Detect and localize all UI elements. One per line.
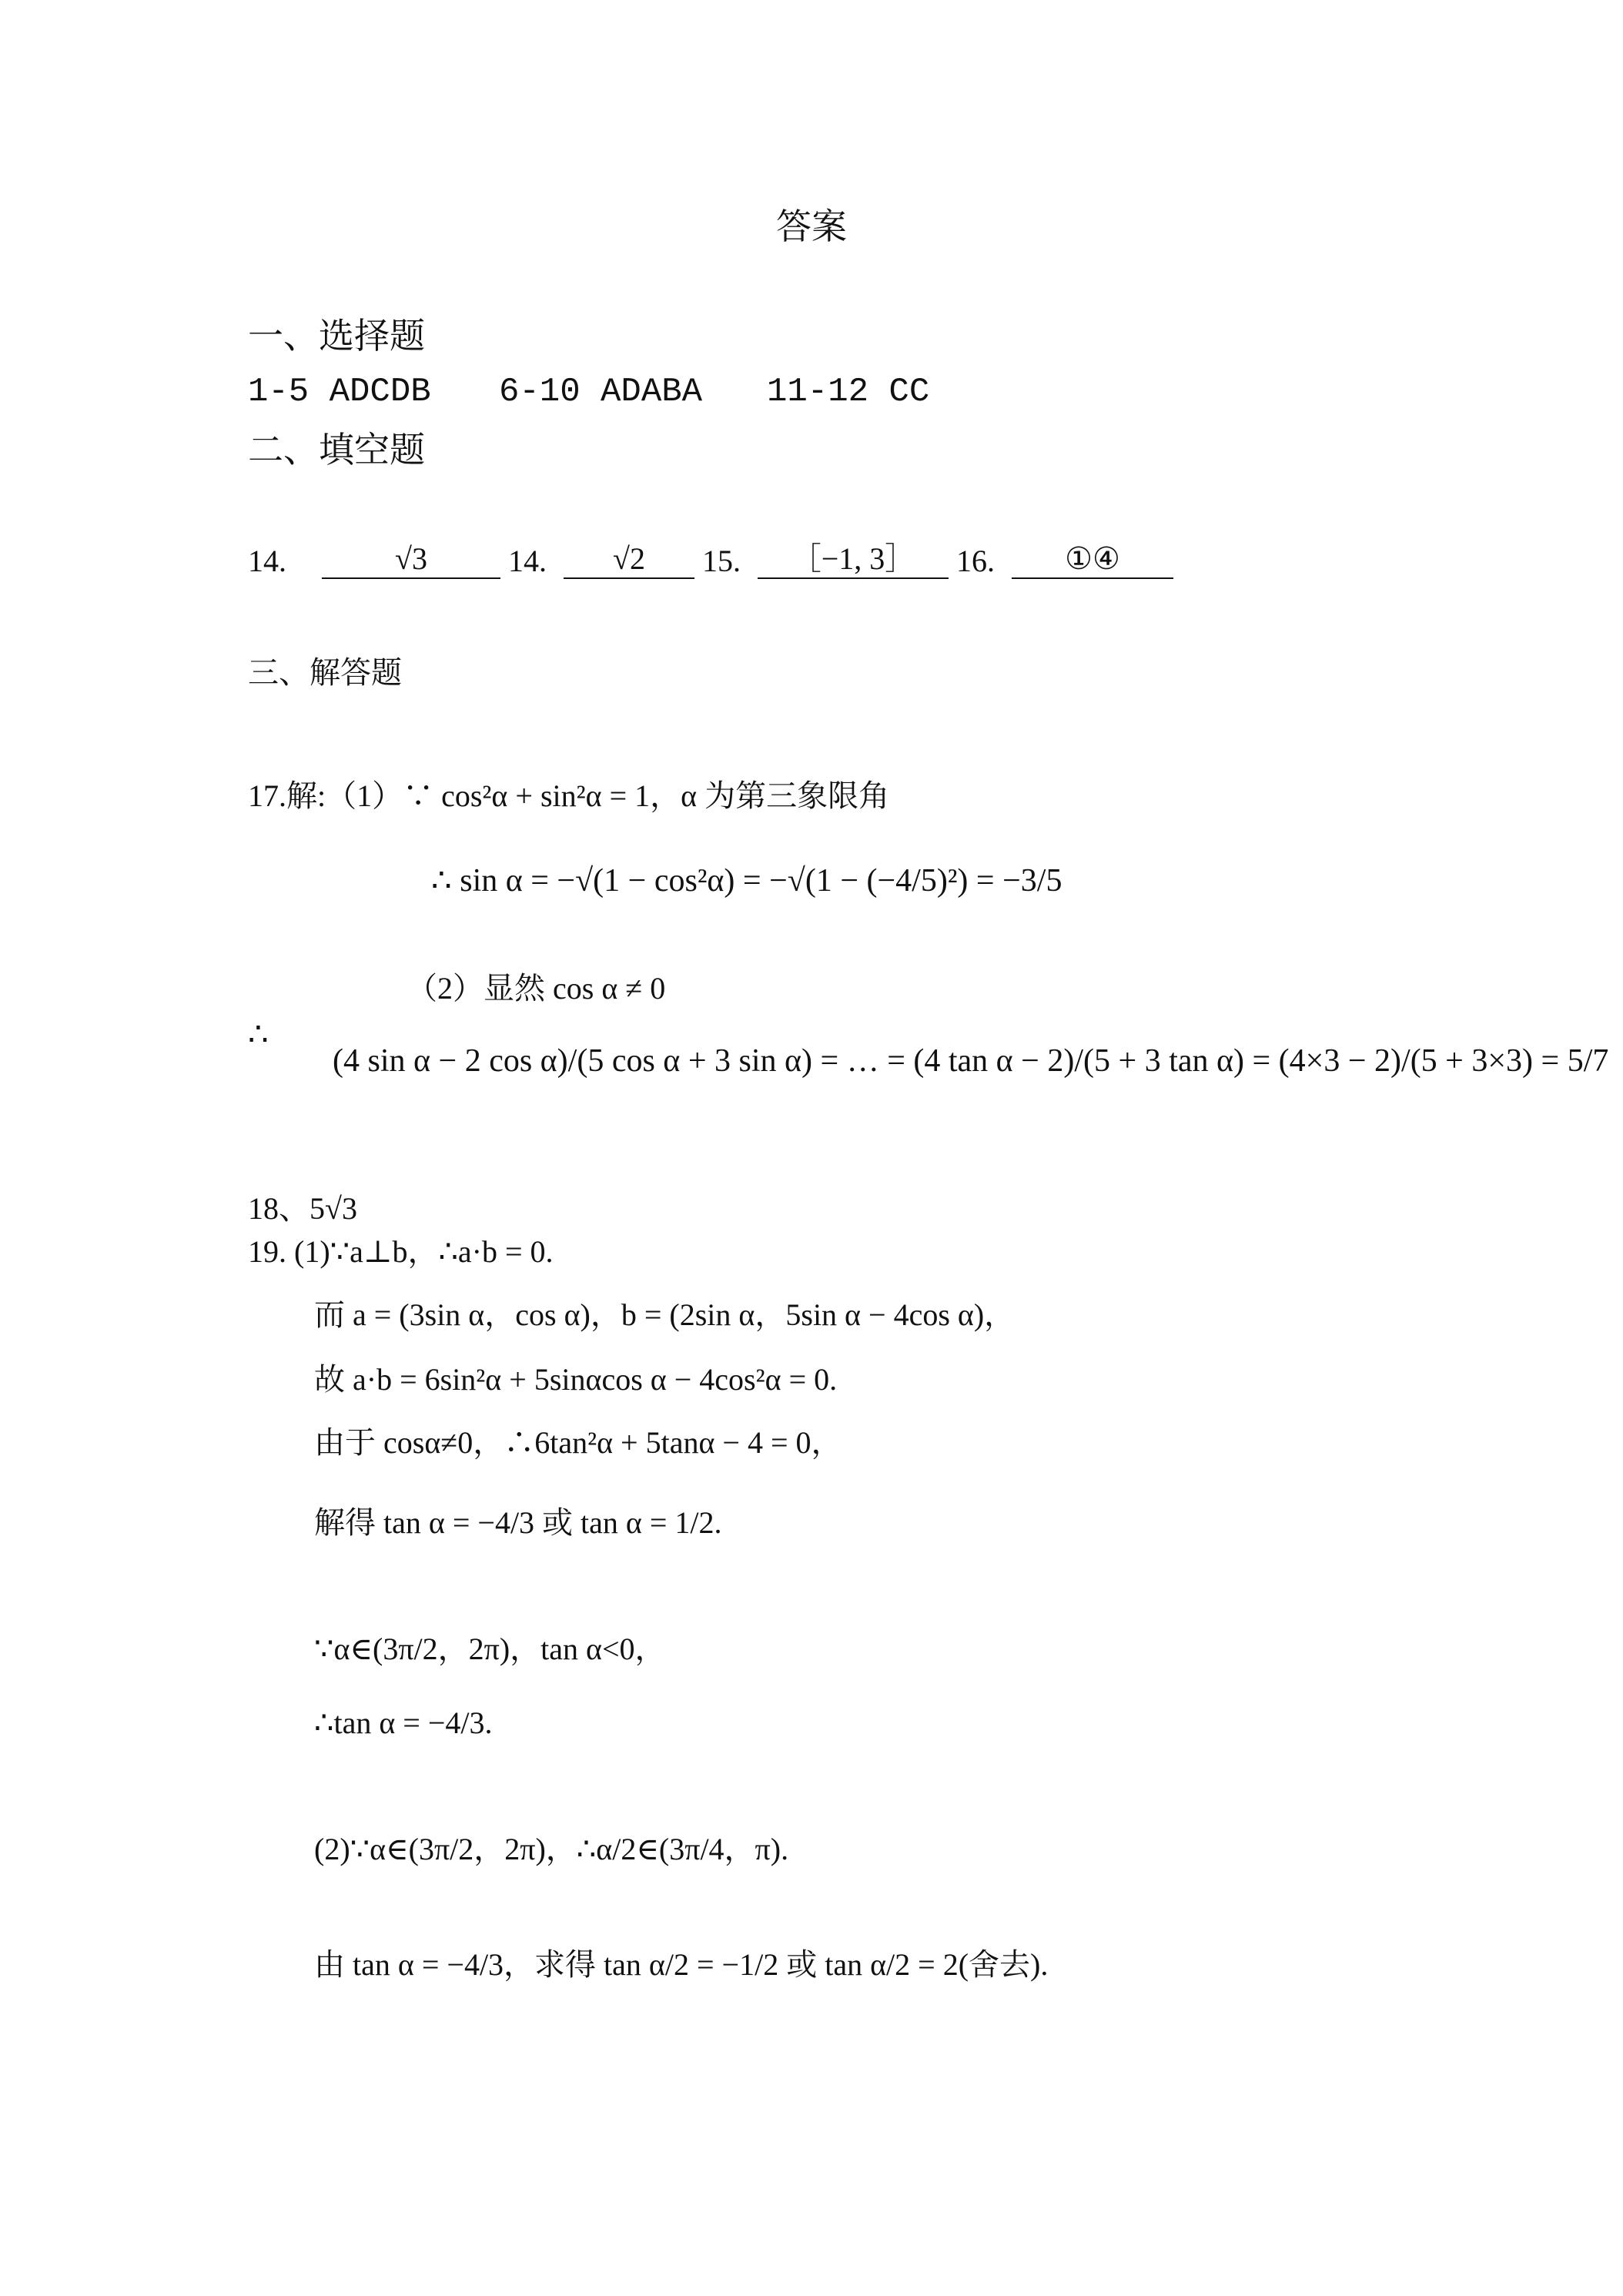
fill-item-number: 16. bbox=[956, 544, 995, 578]
q19-line-3: 故 a·b = 6sin²α + 5sinαcos α − 4cos²α = 0. bbox=[314, 1362, 838, 1397]
section-heading-choice: 一、选择题 bbox=[248, 315, 425, 356]
fill-answer-blank bbox=[1012, 541, 1173, 579]
page-title: 答案 bbox=[776, 206, 847, 247]
fill-answer-blank bbox=[564, 541, 694, 579]
q19-line-9: 由 tan α = −4/3，求得 tan α/2 = −1/2 或 tan α/2 = 2(舍去). bbox=[314, 1947, 1049, 1982]
fill-answer: √3 bbox=[395, 541, 427, 576]
q17-part-2: （2）显然 cos α ≠ 0 bbox=[407, 971, 666, 1006]
fill-answer-blank bbox=[758, 541, 949, 579]
q19-line-8: (2)∵α∈(3π/2，2π)，∴α/2∈(3π/4，π). bbox=[314, 1832, 789, 1866]
q19-line-4: 由于 cosα≠0，∴6tan²α + 5tanα − 4 = 0， bbox=[314, 1425, 842, 1460]
q18-answer: 18、5√3 bbox=[248, 1191, 357, 1226]
choice-answers-11-12: 11-12 CC bbox=[767, 373, 930, 411]
fill-answer: ［−1, 3］ bbox=[790, 541, 916, 576]
fill-item-number: 14. bbox=[248, 544, 286, 578]
q19-line-2: 而 a = (3sin α，cos α)，b = (2sin α，5sin α − 4cos α)， bbox=[314, 1297, 1016, 1332]
therefore-symbol: ∴ bbox=[248, 1017, 269, 1053]
q19-line-7: ∴tan α = −4/3. bbox=[314, 1705, 493, 1740]
section-heading-solve: 三、解答题 bbox=[248, 655, 402, 691]
fill-answer: √2 bbox=[613, 541, 645, 576]
fill-answer-blank bbox=[322, 541, 500, 579]
q17-line-4: (4 sin α − 2 cos α)/(5 cos α + 3 sin α) = … = (4 tan α − 2)/(5 + 3 tan α) = (4×3 − 2)/(5 + 3×3) = 5/7 bbox=[333, 1043, 1609, 1079]
q19-line-5: 解得 tan α = −4/3 或 tan α = 1/2. bbox=[314, 1505, 722, 1540]
fill-item-number: 15. bbox=[702, 544, 741, 578]
q19-line-6: ∵α∈(3π/2，2π)，tan α<0， bbox=[314, 1632, 666, 1666]
choice-answers-6-10: 6-10 ADABA bbox=[499, 373, 703, 411]
q17-line-1: 17.解:（1）∵ cos²α + sin²α = 1，α 为第三象限角 bbox=[248, 778, 890, 813]
fill-item-row bbox=[248, 541, 1173, 579]
section-heading-fill: 二、填空题 bbox=[248, 429, 425, 470]
fill-item-number: 14. bbox=[508, 544, 547, 578]
q17-line-4-clipped bbox=[333, 1043, 1609, 1113]
fill-answer: ①④ bbox=[1065, 541, 1120, 576]
q19-line-1: 19. (1)∵a⊥b，∴a·b = 0. bbox=[248, 1234, 554, 1269]
q17-line-2: ∴ sin α = −√(1 − cos²α) = −√(1 − (−4/5)²) = −3/5 bbox=[431, 863, 1062, 899]
choice-answers-1-5: 1-5 ADCDB bbox=[248, 373, 431, 411]
